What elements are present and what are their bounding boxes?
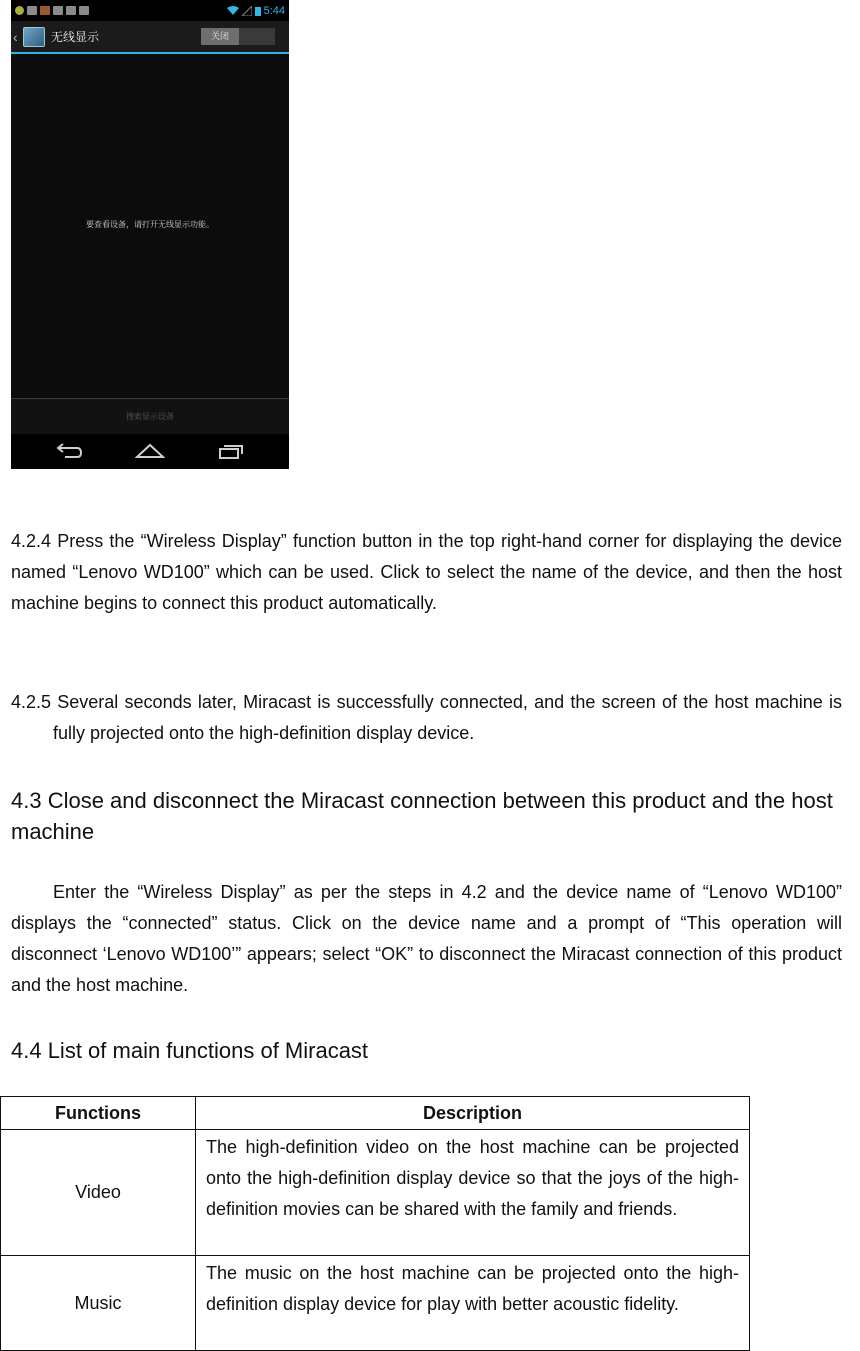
email-icon: [53, 6, 63, 15]
app-notification-icon: [40, 6, 50, 15]
table-row: [1, 1130, 750, 1256]
battery-icon: [255, 6, 261, 16]
wifi-icon: [227, 6, 239, 16]
game-controller-icon: [66, 6, 76, 15]
functions-column-header: Functions: [1, 1097, 196, 1130]
notification-icon: [15, 6, 24, 15]
description-cell: The music on the host machine can be projected onto the high-definition display device for play with better acoustic fidelity.: [196, 1256, 750, 1351]
navigation-bar: [11, 434, 289, 469]
play-store-icon: [79, 6, 89, 15]
action-bar: [11, 21, 289, 52]
back-caret-icon[interactable]: ‹: [13, 28, 18, 45]
screen-title: 无线显示: [51, 30, 100, 44]
search-devices-button[interactable]: 搜索显示设备: [126, 412, 174, 421]
wireless-display-toggle[interactable]: [201, 28, 275, 45]
paragraph-4-3: Enter the “Wireless Display” as per the steps in 4.2 and the device name of “Lenovo WD100” displays the “connected” status. Click on the device name and a prompt of “This operation will disconnect ‘Lenovo WD100’” appears; select “OK” to disconnect the Miracast connection of this product and the host machine.: [11, 882, 842, 995]
functions-table: [0, 1096, 750, 1351]
function-cell: Music: [1, 1256, 196, 1351]
empty-state-message: 要查看设备，请打开无线显示功能。: [86, 220, 214, 229]
paragraph-4-2-4: 4.2.4 Press the “Wireless Display” function button in the top right-hand corner for displaying the device named “Lenovo WD100” which can be used. Click to select the name of the device, and then the host machine begins to connect this product automatically.: [11, 531, 842, 613]
description-cell: The high-definition video on the host machine can be projected onto the high-definition display device so that the joys of the high-definition movies can be shared with the family and friends.: [196, 1130, 750, 1256]
app-notification-icon: [27, 6, 37, 15]
description-column-header: Description: [196, 1097, 750, 1130]
status-time: 5:44: [263, 4, 285, 17]
wireless-display-app-icon[interactable]: [23, 27, 45, 47]
home-icon[interactable]: [135, 442, 165, 460]
recent-apps-icon[interactable]: [218, 442, 244, 460]
back-icon[interactable]: [55, 442, 83, 460]
paragraph-4-2-5: 4.2.5 Several seconds later, Miracast is successfully connected, and the screen of the host machine is fully projected onto the high-definition display device.: [11, 692, 842, 743]
function-cell: Video: [1, 1130, 196, 1256]
signal-icon: [242, 6, 252, 16]
status-bar: [11, 0, 289, 21]
table-row: [1, 1256, 750, 1351]
table-header-row: [1, 1097, 750, 1130]
bottom-action-area: [11, 398, 289, 435]
toggle-label: 关闭: [201, 28, 239, 45]
phone-screenshot: [11, 0, 289, 469]
section-heading-4-4: 4.4 List of main functions of Miracast: [11, 1038, 369, 1063]
section-heading-4-3: 4.3 Close and disconnect the Miracast connection between this product and the host machine: [11, 788, 833, 844]
action-bar-divider: [11, 52, 289, 54]
